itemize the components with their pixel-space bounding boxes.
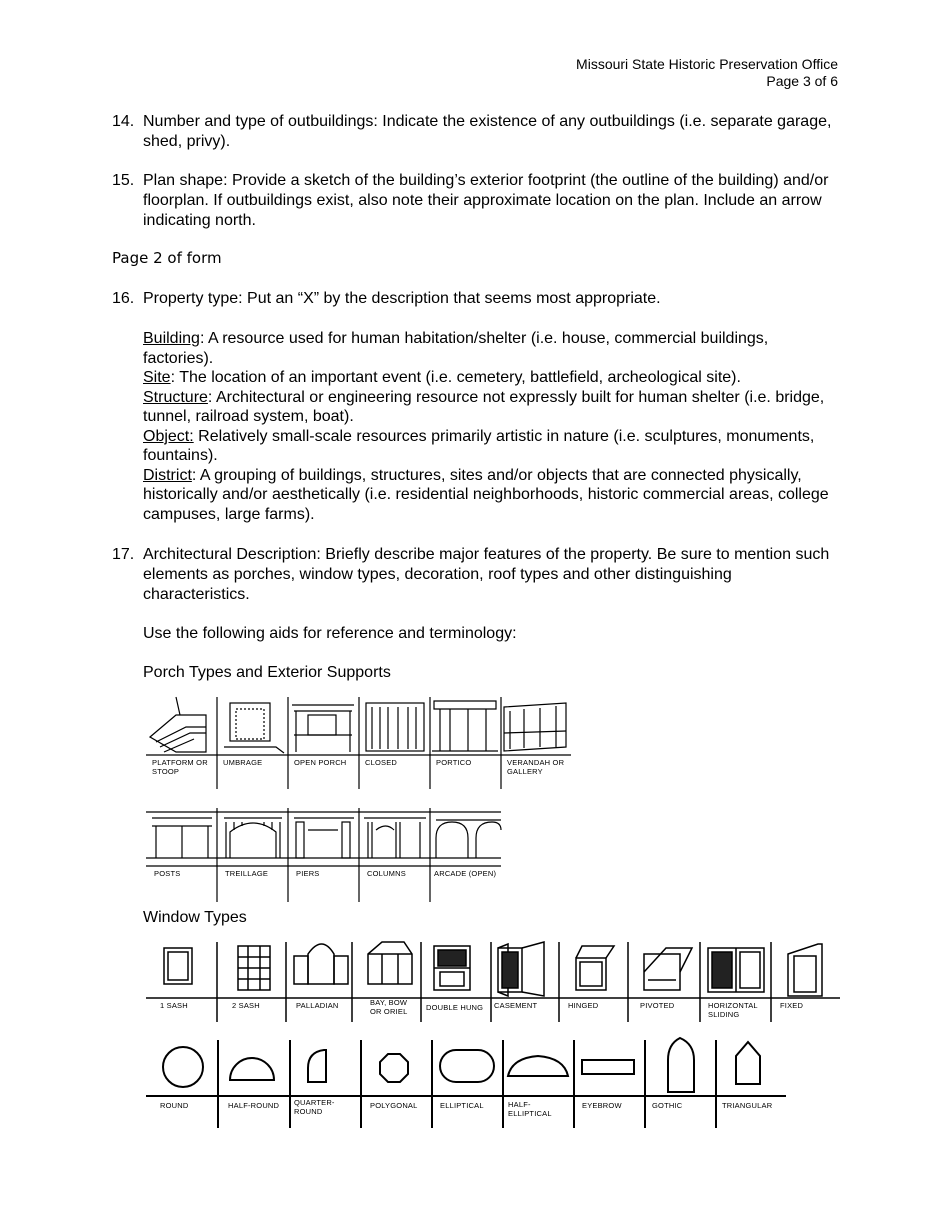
window-caption: HINGED [568, 1001, 599, 1010]
page-header [576, 56, 838, 90]
header-page-number: Page 3 of 6 [766, 73, 838, 89]
porch-caption: PORTICO [436, 758, 472, 767]
window-caption: GOTHIC [652, 1101, 683, 1110]
window-caption: POLYGONAL [370, 1101, 418, 1110]
window-caption: DOUBLE HUNG [426, 1003, 484, 1012]
item-14 [112, 112, 832, 152]
item-text: Number and type of outbuildings: Indicate the existence of any outbuildings (i.e. separate garage, shed, privy). [143, 113, 832, 150]
support-caption: TREILLAGE [225, 869, 269, 878]
item-number: 14. [112, 113, 135, 130]
window-caption: EYEBROW [582, 1101, 622, 1110]
property-type-definitions [143, 329, 833, 524]
definition: A grouping of buildings, structures, sites and/or objects that are connected physically, historically and/or aesthetically (i.e. residential neighborhoods, historic commercial areas, college campuses, large farms). [143, 466, 829, 523]
item-text: Property type: Put an “X” by the description that seems most appropriate. [143, 290, 661, 307]
term: Site [143, 369, 171, 386]
window-caption: CASEMENT [494, 1001, 538, 1010]
item-15 [112, 171, 832, 231]
porch-caption: VERANDAH OR GALLERY [507, 758, 565, 776]
term: Building [143, 330, 200, 347]
window-caption: 2 SASH [232, 1001, 260, 1010]
item-number: 17. [112, 546, 135, 563]
porch-caption: CLOSED [365, 758, 398, 767]
window-caption: FIXED [780, 1001, 804, 1010]
window-caption: HALF-ELLIPTICAL [508, 1100, 552, 1118]
support-caption: POSTS [154, 869, 181, 878]
porch-caption: UMBRAGE [223, 758, 263, 767]
exterior-supports-drawing [146, 808, 501, 902]
page-of-form-label: Page 2 of form [112, 249, 222, 267]
term: Object: [143, 427, 194, 445]
window-caption: PALLADIAN [296, 1001, 339, 1010]
porch-caption: OPEN PORCH [294, 758, 347, 767]
definition-district: District: A grouping of buildings, structures, sites and/or objects that are connected physically, historically and/or aesthetically (i.e. residential neighborhoods, historic commercial areas, college campuses, large farms). [143, 466, 829, 523]
window-caption: TRIANGULAR [722, 1101, 773, 1110]
definition-object [143, 427, 833, 466]
window-types-row-1 [146, 940, 840, 1026]
porch-heading: Porch Types and Exterior Supports [143, 664, 391, 681]
window-caption: HALF-ROUND [228, 1101, 280, 1110]
support-caption: ARCADE (OPEN) [434, 869, 497, 878]
window-types-row-2 [146, 1040, 786, 1130]
porch-caption: PLATFORM OR STOOP [152, 758, 208, 776]
item-text: Plan shape: Provide a sketch of the building’s exterior footprint (the outline of the building) and/or floorplan. If outbuildings exist, also note their approximate location on the plan. Include an arrow indicating north. [143, 172, 829, 229]
definition-site: Site: The location of an important event (i.e. cemetery, battlefield, archeological site). [143, 369, 741, 386]
definition: The location of an important event (i.e. cemetery, battlefield, archeological site). [175, 369, 741, 386]
window-caption: PIVOTED [640, 1001, 675, 1010]
support-caption: COLUMNS [367, 869, 406, 878]
term: Structure [143, 388, 208, 406]
window-caption: BAY, BOW OR ORIEL [370, 998, 408, 1016]
definition: Relatively small-scale resources primarily artistic in nature (i.e. sculptures, monuments, fountains). [143, 427, 815, 464]
window-caption: 1 SASH [160, 1001, 188, 1010]
window-caption: HORIZONTAL SLIDING [708, 1001, 758, 1019]
header-org: Missouri State Historic Preservation Office [576, 56, 838, 72]
aids-intro: Use the following aids for reference and terminology: [143, 625, 517, 642]
window-caption: ROUND [160, 1101, 189, 1110]
item-17 [112, 545, 832, 605]
definition: Architectural or engineering resource not expressly built for human shelter (i.e. bridge, tunnel, railroad system, boat). [143, 388, 825, 425]
definition-building: Building: A resource used for human habitation/shelter (i.e. house, commercial buildings, factories). [143, 330, 769, 367]
window-heading: Window Types [143, 909, 247, 926]
item-number: 15. [112, 172, 135, 189]
window-caption: QUARTER-ROUND [294, 1098, 335, 1116]
exterior-supports-figure [146, 808, 501, 902]
definition: A resource used for human habitation/shelter (i.e. house, commercial buildings, factories). [143, 330, 769, 367]
item-number: 16. [112, 290, 135, 307]
support-caption: PIERS [296, 869, 320, 878]
term: District [143, 466, 192, 484]
definition-structure: Structure: Architectural or engineering resource not expressly built for human shelter (i.e. bridge, tunnel, railroad system, boat). [143, 388, 825, 425]
window-caption: ELLIPTICAL [440, 1101, 484, 1110]
window-types-row-2-drawing [146, 1040, 786, 1130]
item-text: Architectural Description: Briefly describe major features of the property. Be sure to mention such elements as porches, window types, decoration, roof types and other distinguishing characteristics. [143, 546, 830, 603]
porch-types-figure [146, 697, 571, 789]
item-16 [112, 289, 832, 309]
